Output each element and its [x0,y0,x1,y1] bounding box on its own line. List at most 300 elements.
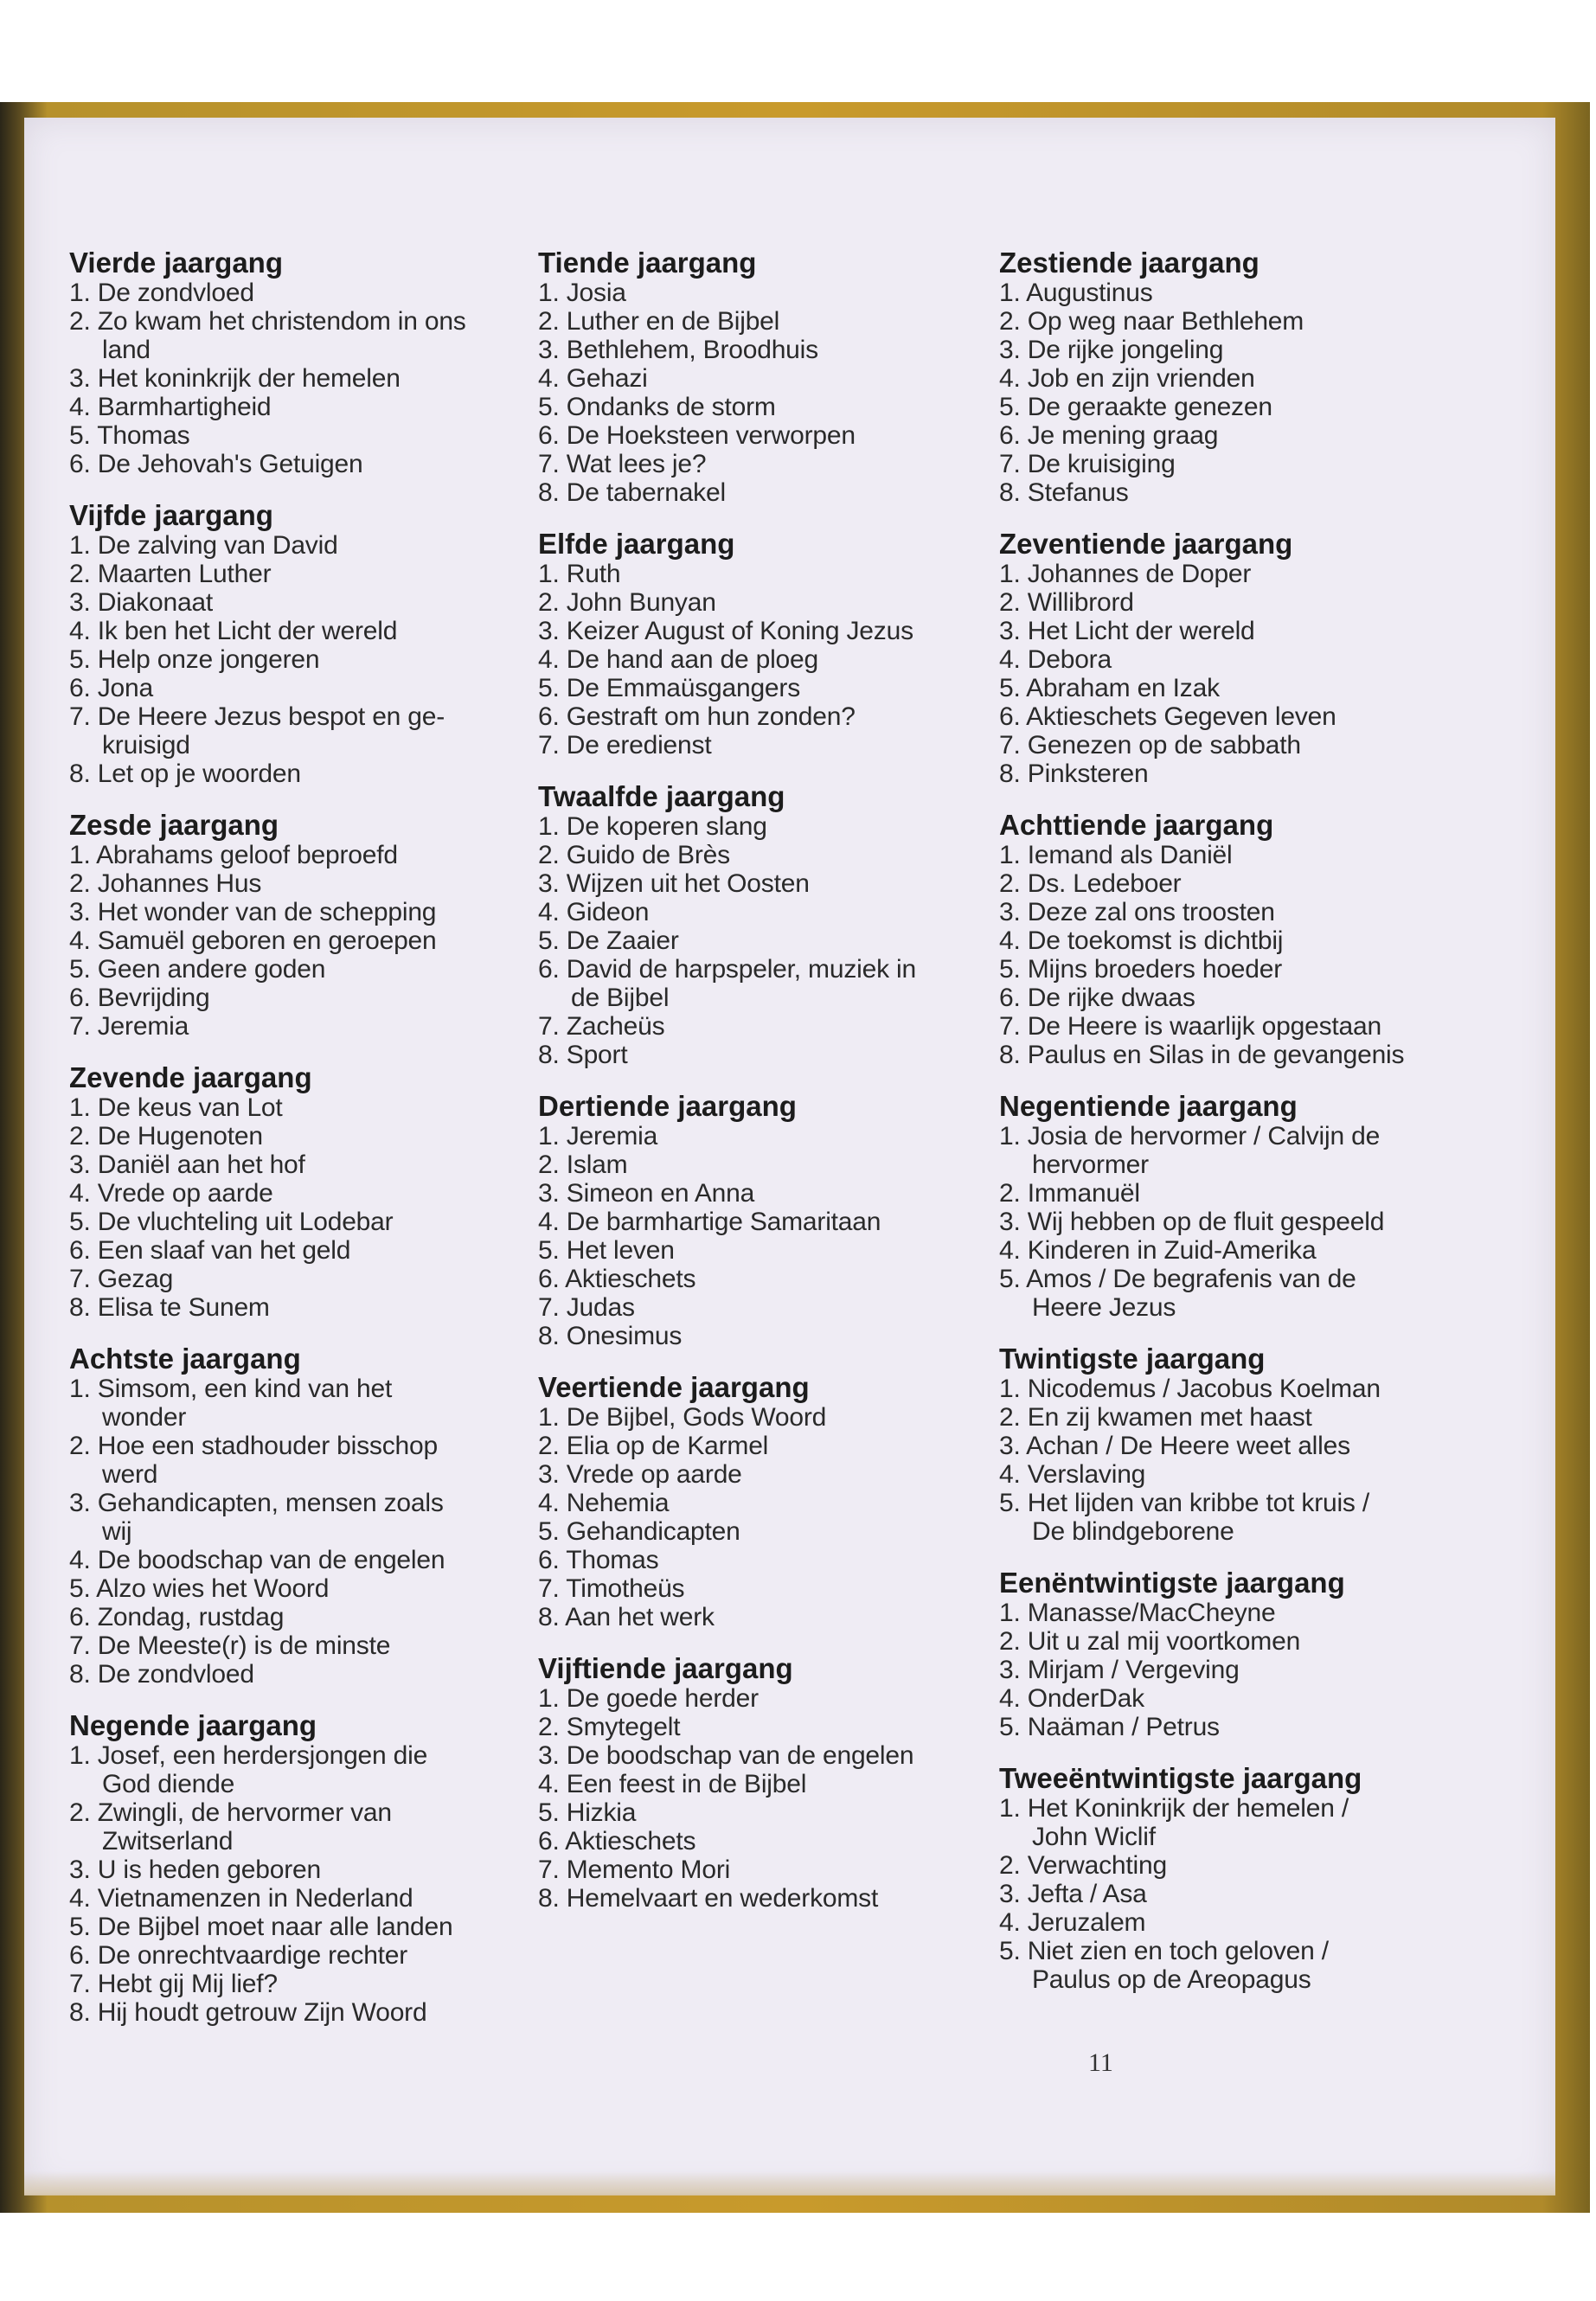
entry-text: 4. Vietnamenzen in Nederland [69,1884,413,1913]
entry-text: 8. Let op je woorden [69,760,301,788]
volume-entry [538,1208,988,1236]
volume-entry [999,1403,1484,1432]
volume-entry [999,1012,1484,1041]
volume-entry [538,478,988,507]
entry-text: 2. Hoe een stadhouder bisschop [69,1432,438,1460]
entry-text: 2. Willibrord [999,588,1134,617]
entry-text: 6. Aktieschets Gegeven leven [999,702,1336,731]
volume-entry [538,731,988,760]
volume-entry [538,393,988,421]
volume-entry [69,307,519,364]
entry-text: 4. Job en zijn vrienden [999,364,1255,393]
page-bottom-shadow [24,2171,1555,2195]
volume-entries [69,279,519,478]
entry-text: 6. Een slaaf van het geld [69,1236,351,1265]
entry-text: 8. Aan het werk [538,1603,715,1631]
volume-entry [538,955,988,1012]
entry-text: 7. Gezag [69,1265,174,1293]
entry-text: 5. Niet zien en toch geloven / [999,1937,1329,1965]
volume-heading: Veertiende jaargang [538,1371,810,1403]
volume-entry [999,450,1484,478]
entry-text: 1. Nicodemus / Jacobus Koelman [999,1375,1381,1403]
entry-text: 3. Het koninkrijk der hemelen [69,364,401,393]
volume-entry [999,1908,1484,1937]
volume-entries [999,1794,1484,1994]
volume-entry [538,1856,988,1884]
entry-text: 4. Vrede op aarde [69,1179,273,1208]
volume-heading: Achtste jaargang [69,1343,301,1375]
volume-entry [69,955,519,984]
entry-text: 4. Debora [999,645,1112,674]
entry-text: 6. De onrechtvaardige rechter [69,1941,408,1970]
volume-entry [69,1208,519,1236]
entry-text: 8. De tabernakel [538,478,726,507]
volume-entry [69,560,519,588]
volume-entry [999,1236,1484,1265]
volume-entry [69,279,519,307]
entry-text: 1. De zondvloed [69,279,254,307]
volume-entry [69,1265,519,1293]
volume-entry [538,1403,988,1432]
entry-text: 7. De Heere is waarlijk opgestaan [999,1012,1381,1041]
volume-entry [69,421,519,450]
volume-entry [999,1713,1484,1741]
volume-entry [999,1265,1484,1322]
entry-text: 5. Naäman / Petrus [999,1713,1220,1741]
entry-text: 5. De Bijbel moet naar alle landen [69,1913,453,1941]
volume-entry [69,617,519,645]
entry-text: 3. Diakonaat [69,588,214,617]
volume-entry [69,1970,519,1998]
volume-entry [999,279,1484,307]
entry-text: 2. Maarten Luther [69,560,272,588]
entry-text: 1. Manasse/MacCheyne [999,1599,1276,1627]
entry-text: 1. Augustinus [999,279,1153,307]
volume-entry [69,702,519,760]
volume-heading: Twintigste jaargang [999,1343,1266,1375]
entry-text: 7. De kruisiging [999,450,1176,478]
entry-text: 1. Josia [538,279,626,307]
volume-section [538,529,988,760]
volume-entry [69,1012,519,1041]
volume-entry [538,617,988,645]
volume-entry [999,702,1484,731]
volume-entry [69,1546,519,1574]
volume-heading: Negende jaargang [69,1709,317,1741]
entry-text: 7. De eredienst [538,731,712,760]
volume-entries [538,560,988,760]
volume-entry [69,841,519,869]
volume-entry [538,421,988,450]
volume-entry [999,1460,1484,1489]
volume-entry [538,1012,988,1041]
entry-text: 3. Wij hebben op de fluit gespeeld [999,1208,1385,1236]
volume-entry [538,1432,988,1460]
volume-entry [538,1265,988,1293]
entry-text: 1. De zalving van David [69,531,338,560]
volume-entry [69,1998,519,2027]
volume-entry [69,588,519,617]
entry-text-continued: wonder [102,1403,187,1432]
volume-entry [999,478,1484,507]
volume-entry [69,869,519,898]
volume-entry [538,279,988,307]
entry-text: 3. Vrede op aarde [538,1460,742,1489]
entry-text: 4. Nehemia [538,1489,670,1517]
entry-text-continued: Paulus op de Areopagus [1032,1965,1311,1994]
volume-entry [538,674,988,702]
entry-text: 6. Gestraft om hun zonden? [538,702,856,731]
volume-entry [538,1603,988,1631]
entry-text: 7. Genezen op de sabbath [999,731,1301,760]
volume-section [999,1343,1484,1546]
entry-text: 8. Hemelvaart en wederkomst [538,1884,879,1913]
volume-entry [999,1684,1484,1713]
entry-text: 3. Achan / De Heere weet alles [999,1432,1350,1460]
entry-text: 2. Uit u zal mij voortkomen [999,1627,1301,1656]
volume-entries [538,812,988,1069]
volume-section [69,1062,519,1322]
entry-text: 8. Onesimus [538,1322,683,1350]
volume-section [538,1372,988,1631]
entry-text: 4. De hand aan de ploeg [538,645,819,674]
volume-entry [999,869,1484,898]
entry-text: 6. De Hoeksteen verworpen [538,421,856,450]
entry-text: 8. Hij houdt getrouw Zijn Woord [69,1998,427,2027]
volume-entry [999,645,1484,674]
volume-heading: Vijftiende jaargang [538,1652,793,1684]
entry-text-continued: De blindgeborene [1032,1517,1234,1546]
volume-entry [999,364,1484,393]
volume-entry [538,1574,988,1603]
volume-entry [538,560,988,588]
entry-text-continued: kruisigd [102,731,190,760]
volume-entry [69,1631,519,1660]
volume-heading: Zevende jaargang [69,1061,312,1093]
volume-entry [69,1122,519,1150]
entry-text: 7. Jeremia [69,1012,189,1041]
entry-text: 1. Iemand als Daniël [999,841,1233,869]
entry-text: 8. De zondvloed [69,1660,254,1689]
entry-text: 3. De boodschap van de engelen [538,1741,914,1770]
entry-text: 4. Kinderen in Zuid-Amerika [999,1236,1317,1265]
entry-text: 6. David de harpspeler, muziek in [538,955,916,984]
entry-text: 6. Zondag, rustdag [69,1603,285,1631]
entry-text: 4. Ik ben het Licht der wereld [69,617,398,645]
entry-text-continued: werd [102,1460,158,1489]
entry-text: 6. Thomas [538,1546,659,1574]
volume-section [999,1091,1484,1322]
entry-text-continued: de Bijbel [571,984,670,1012]
entry-text: 5. Gehandicapten [538,1517,740,1546]
entry-text: 2. Zo kwam het christendom in ons [69,307,466,336]
volume-entries [999,279,1484,507]
volume-entry [999,926,1484,955]
volume-entry [999,1627,1484,1656]
entry-text: 2. Islam [538,1150,628,1179]
volume-section [538,1091,988,1350]
entry-text: 1. Josef, een herdersjongen die [69,1741,428,1770]
entry-text: 4. Jeruzalem [999,1908,1146,1937]
volume-entry [538,812,988,841]
volume-entry [69,645,519,674]
volume-entry [999,307,1484,336]
volume-entry [999,336,1484,364]
volume-entry [538,645,988,674]
volume-entry [538,588,988,617]
volume-entry [69,364,519,393]
volume-section [69,247,519,478]
volume-section [999,1763,1484,1994]
volume-entry [538,1150,988,1179]
volume-entries [69,1093,519,1322]
volume-entry [69,674,519,702]
volume-heading: Twaalfde jaargang [538,780,785,812]
entry-text: 3. Deze zal ons troosten [999,898,1275,926]
volume-entry [69,898,519,926]
volume-entries [999,560,1484,788]
entry-text-continued: wij [102,1517,132,1546]
volume-entry [69,1856,519,1884]
volume-heading: Zestiende jaargang [999,247,1259,279]
entry-text: 5. De Emmaüsgangers [538,674,801,702]
entry-text: 7. Timotheüs [538,1574,685,1603]
entry-text: 8. Pinksteren [999,760,1149,788]
volume-entry [69,1432,519,1489]
entry-text: 1. Het Koninkrijk der hemelen / [999,1794,1349,1823]
entry-text: 1. Simsom, een kind van het [69,1375,393,1403]
volume-heading: Zesde jaargang [69,809,279,841]
volume-entry [69,1798,519,1856]
volume-entry [538,869,988,898]
column-2 [538,247,988,1934]
entry-text: 2. Verwachting [999,1851,1167,1880]
entry-text: 5. Het leven [538,1236,675,1265]
volume-entry [69,1603,519,1631]
volume-entry [69,1913,519,1941]
volume-entry [538,1546,988,1574]
entry-text: 2. Guido de Brès [538,841,730,869]
volume-entry [69,1574,519,1603]
entry-text: 3. U is heden geboren [69,1856,322,1884]
page-number: 11 [1088,2048,1113,2077]
volume-entry [999,984,1484,1012]
entry-text: 3. Mirjam / Vergeving [999,1656,1240,1684]
volume-entries [538,1684,988,1913]
volume-entry [69,984,519,1012]
entry-text-continued: land [102,336,151,364]
entry-text: 5. Thomas [69,421,190,450]
column-1 [69,247,519,2048]
entry-text-continued: Heere Jezus [1032,1293,1176,1322]
volume-entry [999,760,1484,788]
entry-text: 8. Paulus en Silas in de gevangenis [999,1041,1405,1069]
volume-entry [69,450,519,478]
entry-text: 2. En zij kwamen met haast [999,1403,1312,1432]
volume-entries [538,279,988,507]
entry-text: 7. De Meeste(r) is de minste [69,1631,391,1660]
entry-text: 3. Het Licht der wereld [999,617,1255,645]
entry-text: 1. De goede herder [538,1684,759,1713]
entry-text: 8. Sport [538,1041,628,1069]
volume-section [69,1343,519,1689]
volume-entry [69,393,519,421]
volume-heading: Elfde jaargang [538,528,735,560]
volume-entry [69,1741,519,1798]
entry-text: 1. De keus van Lot [69,1093,283,1122]
volume-entry [538,1798,988,1827]
entry-text: 5. Mijns broeders hoeder [999,955,1283,984]
volume-entry [999,731,1484,760]
volume-entry [538,1322,988,1350]
volume-entry [69,1660,519,1689]
entry-text: 6. Aktieschets [538,1265,696,1293]
volume-entry [999,617,1484,645]
volume-entry [69,1375,519,1432]
entry-text-continued: hervormer [1032,1150,1149,1179]
volume-entries [69,1741,519,2027]
entry-text: 3. Wijzen uit het Oosten [538,869,810,898]
volume-entry [69,1179,519,1208]
volume-entry [538,702,988,731]
entry-text: 3. Daniël aan het hof [69,1150,305,1179]
volume-entry [69,760,519,788]
volume-section [999,529,1484,788]
entry-text: 5. Geen andere goden [69,955,326,984]
volume-entry [999,421,1484,450]
volume-entry [999,1851,1484,1880]
volume-entry [538,307,988,336]
entry-text: 2. Op weg naar Bethlehem [999,307,1304,336]
volume-heading: Dertiende jaargang [538,1090,797,1122]
volume-heading: Zeventiende jaargang [999,528,1293,560]
entry-text: 4. Samuël geboren en geroepen [69,926,437,955]
entry-text: 4. Gehazi [538,364,648,393]
entry-text: 1. Josia de hervormer / Calvijn de [999,1122,1381,1150]
entry-text: 2. Johannes Hus [69,869,262,898]
volume-entry [999,1179,1484,1208]
entry-text: 7. Zacheüs [538,1012,665,1041]
volume-entry [538,1684,988,1713]
volume-entry [999,1656,1484,1684]
volume-heading: Eenëntwintigste jaargang [999,1567,1345,1599]
entry-text: 5. De geraakte genezen [999,393,1272,421]
volume-entry [999,1794,1484,1851]
volume-entry [538,1041,988,1069]
volume-heading: Tiende jaargang [538,247,757,279]
entry-text: 7. Wat lees je? [538,450,707,478]
entry-text: 8. Elisa te Sunem [69,1293,270,1322]
entry-text: 4. Een feest in de Bijbel [538,1770,807,1798]
entry-text-continued: Zwitserland [102,1827,234,1856]
volume-entry [69,531,519,560]
volume-entry [69,926,519,955]
entry-text: 6. Je mening graag [999,421,1219,450]
entry-text: 5. Ondanks de storm [538,393,776,421]
volume-entry [538,1517,988,1546]
volume-entry [538,926,988,955]
volume-entry [538,1236,988,1265]
volume-entry [999,1375,1484,1403]
entry-text: 6. Bevrijding [69,984,210,1012]
volume-entry [999,1937,1484,1994]
volume-section [538,1653,988,1913]
entry-text: 6. Jona [69,674,154,702]
volume-entries [999,1375,1484,1546]
entry-text: 3. Jefta / Asa [999,1880,1147,1908]
entry-text: 1. Johannes de Doper [999,560,1252,588]
volume-entry [538,1122,988,1150]
volume-entry [69,1093,519,1122]
volume-heading: Achttiende jaargang [999,809,1274,841]
entry-text: 5. De vluchteling uit Lodebar [69,1208,394,1236]
entry-text: 4. Gideon [538,898,650,926]
volume-section [999,810,1484,1069]
volume-heading: Vijfde jaargang [69,499,273,531]
volume-entry [999,1122,1484,1179]
volume-entry [538,841,988,869]
volume-entries [69,1375,519,1689]
entry-text-continued: God diende [102,1770,235,1798]
volume-entry [69,1884,519,1913]
entry-text: 4. Barmhartigheid [69,393,272,421]
volume-entry [538,1713,988,1741]
volume-entry [69,1489,519,1546]
volume-entry [69,1150,519,1179]
entry-text: 3. Keizer August of Koning Jezus [538,617,913,645]
entry-text: 4. De barmhartige Samaritaan [538,1208,881,1236]
entry-text: 5. Help onze jongeren [69,645,320,674]
entry-text: 5. Alzo wies het Woord [69,1574,330,1603]
entry-text: 7. Hebt gij Mij lief? [69,1970,278,1998]
entry-text: 3. Simeon en Anna [538,1179,755,1208]
entry-text: 5. Hizkia [538,1798,637,1827]
column-3 [999,247,1484,2016]
entry-text: 6. De rijke dwaas [999,984,1195,1012]
entry-text: 6. Aktieschets [538,1827,696,1856]
volume-heading: Tweeëntwintigste jaargang [999,1762,1362,1794]
volume-entry [538,1179,988,1208]
volume-entry [999,393,1484,421]
volume-section [999,247,1484,507]
volume-entry [69,1293,519,1322]
entry-text: 4. De boodschap van de engelen [69,1546,445,1574]
volume-entry [538,336,988,364]
volume-entry [999,1599,1484,1627]
entry-text: 3. De rijke jongeling [999,336,1224,364]
volume-entry [999,841,1484,869]
volume-entry [999,955,1484,984]
volume-heading: Vierde jaargang [69,247,284,279]
entry-text: 1. Abrahams geloof beproefd [69,841,398,869]
entry-text: 4. OnderDak [999,1684,1144,1713]
volume-entry [69,1941,519,1970]
volume-entry [538,1770,988,1798]
volume-section [538,781,988,1069]
volume-entry [538,1460,988,1489]
volume-section [69,1710,519,2027]
entry-text: 3. Bethlehem, Broodhuis [538,336,818,364]
entry-text: 4. De toekomst is dichtbij [999,926,1284,955]
entry-text: 8. Stefanus [999,478,1129,507]
entry-text: 1. Jeremia [538,1122,658,1150]
volume-entry [999,898,1484,926]
volume-entries [538,1403,988,1631]
volume-entries [999,841,1484,1069]
entry-text: 6. De Jehovah's Getuigen [69,450,363,478]
entry-text: 4. Verslaving [999,1460,1146,1489]
entry-text: 5. De Zaaier [538,926,679,955]
